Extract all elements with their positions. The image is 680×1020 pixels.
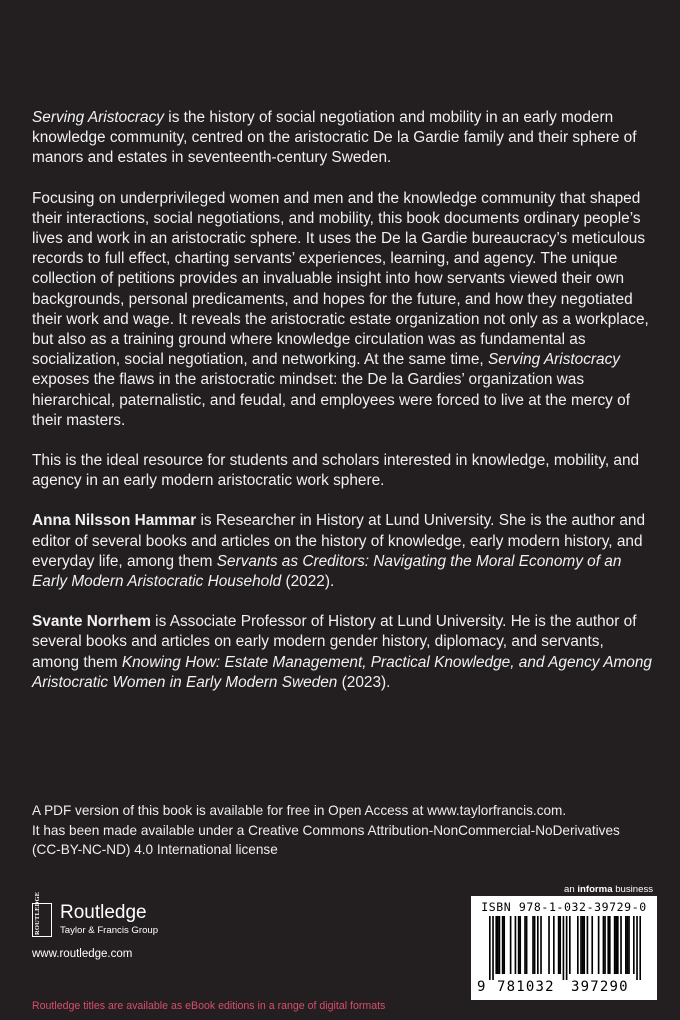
isbn-barcode — [471, 896, 657, 1000]
routledge-logo — [32, 891, 159, 938]
barcode-bar — [625, 916, 627, 974]
barcode-digits-right: 397290 — [571, 979, 629, 995]
barcode-guard-bar — [489, 916, 491, 980]
author-name: Anna Nilsson Hammar — [32, 512, 197, 530]
open-access-line: (CC-BY-NC-ND) 4.0 International license — [32, 842, 278, 857]
book-title: Serving Aristocracy — [32, 109, 164, 126]
barcode-bar — [583, 916, 585, 974]
barcode-bar — [495, 916, 497, 974]
barcode-bar — [633, 916, 635, 974]
open-access-line: It has been made available under a Creative Commons Attribution-NonCommercial-NoDerivatives — [32, 822, 620, 838]
barcode-guard-bar — [492, 916, 494, 980]
author-bio-1: Anna Nilsson Hammar is Researcher in History at Lund University. She is the author and editor of several books and articles on the history of knowledge, early modern history, and everyday life, among them Servants as Creditors: Navigating the Moral Economy of an Early Modern Aristocratic Household (2022). — [32, 512, 646, 591]
barcode-bar — [607, 916, 609, 974]
barcode-bar — [534, 916, 536, 974]
publisher-group: Taylor & Francis Group — [60, 925, 159, 936]
routledge-mark-icon: ROUTLEDGE — [32, 903, 52, 937]
author-name: Svante Norrhem — [32, 613, 151, 631]
barcode-bar — [591, 916, 593, 974]
barcode-bar — [569, 916, 571, 974]
barcode-bar — [499, 916, 501, 974]
publisher-website: www.routledge.com — [32, 948, 133, 960]
barcode-bar — [603, 916, 605, 974]
barcode-bar — [559, 916, 561, 974]
audience-paragraph: This is the ideal resource for students and scholars interested in knowledge, mobility, and agency in an early modern aristocratic work sphere. — [32, 452, 640, 490]
barcode-bar — [617, 916, 619, 974]
barcode-guard-bar — [566, 916, 568, 980]
barcode-bar — [515, 916, 517, 974]
barcode-digit: 9 — [477, 979, 486, 995]
barcode-bar — [620, 916, 622, 974]
publisher-name: Routledge — [60, 902, 147, 923]
barcode-bar — [502, 916, 504, 974]
barcode-guard-bar — [639, 916, 641, 980]
ebook-note: Routledge titles are available as eBook editions in a range of digital formats — [32, 1000, 386, 1012]
barcode-bar — [540, 916, 542, 974]
barcode-bar — [553, 916, 555, 974]
barcode-bar — [518, 916, 520, 974]
isbn-label: ISBN 978-1-032-39729-0 — [481, 900, 647, 914]
barcode-bar — [614, 916, 616, 974]
barcode-bar — [598, 916, 600, 974]
barcode-bar — [628, 916, 630, 974]
barcode-bar — [609, 916, 611, 974]
open-access-line: A PDF version of this book is available for free in Open Access at www.taylorfrancis.com. — [32, 803, 567, 818]
barcode-digits-left: 781032 — [497, 979, 555, 995]
barcode-bar — [582, 916, 584, 974]
barcode-bars — [489, 916, 641, 980]
barcode-bar — [510, 916, 512, 974]
barcode-bar — [604, 916, 606, 974]
book-title: Serving Aristocracy — [488, 351, 620, 369]
barcode-bar — [532, 916, 534, 974]
barcode-bar — [587, 916, 589, 974]
barcode-bar — [519, 916, 521, 974]
barcode-bar — [526, 916, 528, 974]
summary-paragraph: Serving Aristocracy is the history of social negotiation and mobility in an early modern knowledge community, centred on the aristocratic De la Gardie family and their sphere of manors and estates in seventeenth-century Sweden. — [32, 109, 637, 167]
barcode-bar — [497, 916, 499, 974]
barcode-bar — [577, 916, 579, 974]
barcode-bar — [558, 916, 560, 974]
open-access-notice — [32, 801, 652, 860]
back-cover-blurb — [32, 108, 652, 693]
barcode-bar — [627, 916, 629, 974]
author-book-title: Servants as Creditors: Navigating the Moral Economy of an Early Modern Aristocratic Household — [32, 552, 622, 591]
description-paragraph: Focusing on underprivileged women and men and the knowledge community that shaped their interactions, social negotiations, and mobility, this book documents ordinary people’s lives and work in an aristocratic sphere. It uses the De la Gardie bureaucracy’s meticulous records to full effect, charting servants’ experiences, learning, and agency. The unique collection of petitions provides an invaluable insight into how servants viewed their own backgrounds, personal predicaments, and hopes for the future, and how they negotiated their work and wage. It reveals the aristocratic estate organization not only as a workplace, but also as a training ground where knowledge circulation was as fundamental as socialization, social negotiation, and networking. At the same time, Serving Aristocracy exposes the flaws in the aristocratic mindset: the De la Gardies’ organization was hierarchical, paternalistic, and feudal, and employees were forced to live at the mercy of their masters. — [32, 189, 649, 429]
barcode-bar — [537, 916, 539, 974]
barcode-bar — [524, 916, 526, 974]
barcode-bar — [503, 916, 505, 974]
informa-business-label: an informa business — [564, 884, 654, 895]
barcode-guard-bar — [636, 916, 638, 980]
barcode-bar — [615, 916, 617, 974]
barcode-bar — [548, 916, 550, 974]
barcode-guard-bar — [563, 916, 565, 980]
barcode-bar — [580, 916, 582, 974]
author-bio-2: Svante Norrhem is Associate Professor of History at Lund University. He is the author of several books and articles on early modern gender history, diplomacy, and servants, among them Knowing How: Estate Management, Practical Knowledge, and Agency Among Aristocratic Women in Early Modern Sweden (2023). — [32, 613, 652, 691]
author-book-title: Knowing How: Estate Management, Practical Knowledge, and Agency Among Aristocratic Women in Early Modern Sweden — [32, 653, 652, 691]
